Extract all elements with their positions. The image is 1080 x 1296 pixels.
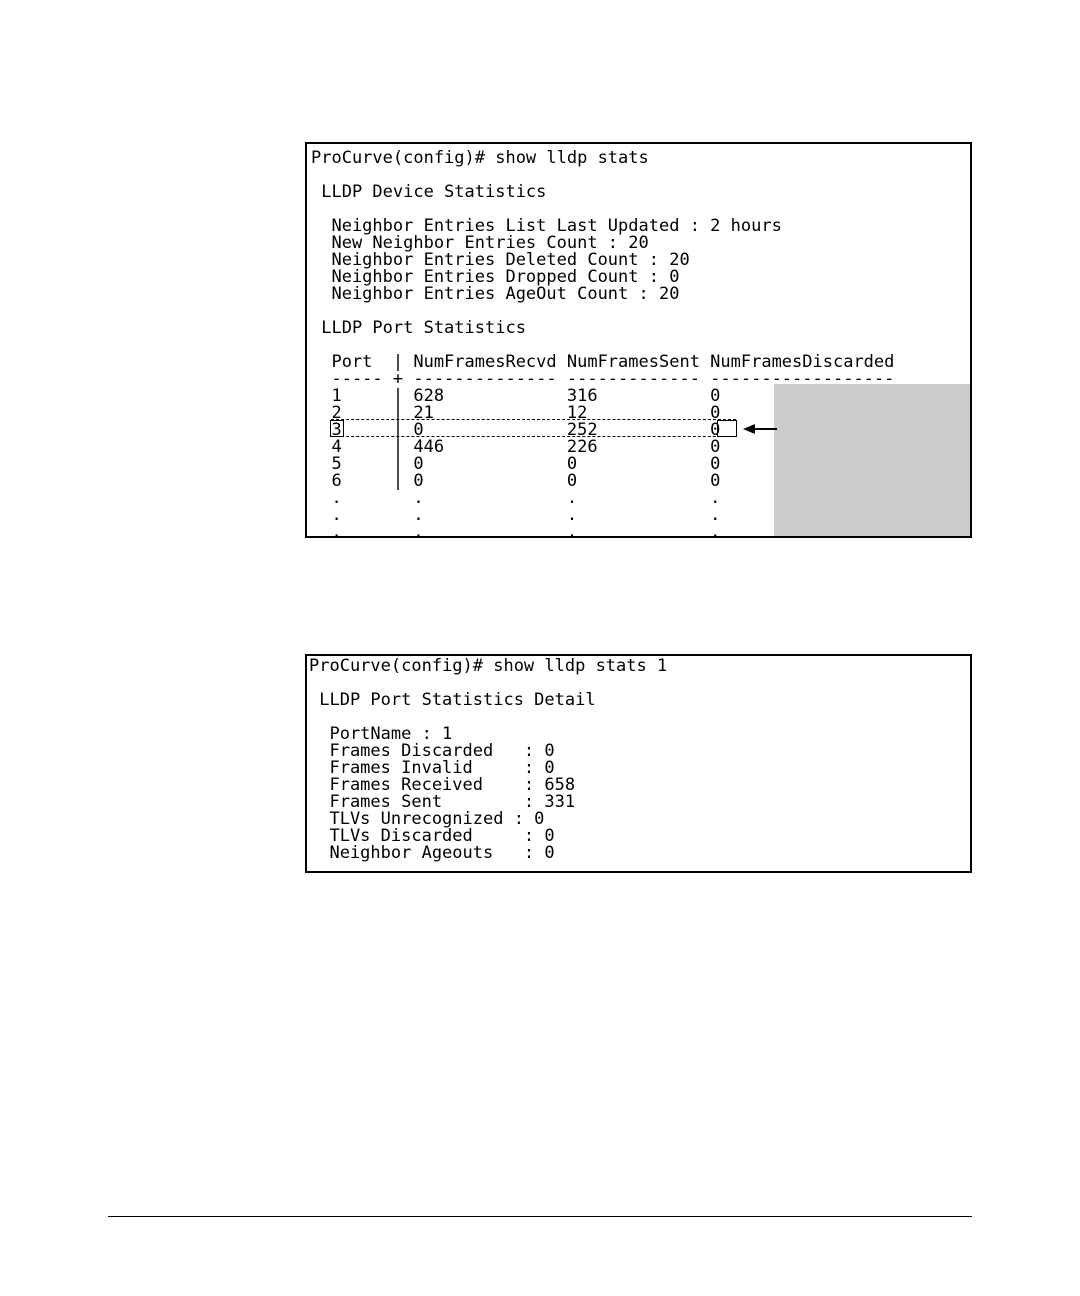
port-statistics-title: LLDP Port Statistics <box>311 318 526 338</box>
highlight-value-bracket <box>717 420 737 437</box>
device-stat-line: Neighbor Entries Dropped Count : 0 <box>311 267 680 287</box>
highlight-port-bracket <box>330 420 344 437</box>
command-line: ProCurve(config)# show lldp stats <box>311 148 649 168</box>
table-row: 5 | 0 0 0 <box>311 454 721 474</box>
detail-line: PortName : 1 <box>309 724 453 744</box>
device-stat-line: Neighbor Entries AgeOut Count : 20 <box>311 284 680 304</box>
detail-line: Frames Sent : 331 <box>309 792 576 812</box>
table-row: 6 | 0 0 0 <box>311 471 721 491</box>
command-line: ProCurve(config)# show lldp stats 1 <box>309 656 668 676</box>
table-row: . . . . <box>311 488 721 508</box>
table-row: 2 | 21 12 0 <box>311 403 721 423</box>
lldp-stats-terminal <box>305 142 972 538</box>
table-header: Port | NumFramesRecvd NumFramesSent NumFramesDiscarded <box>311 352 895 372</box>
highlight-dashed-top <box>331 419 736 420</box>
footer-divider <box>108 1216 972 1217</box>
table-row: . . . . <box>311 505 721 525</box>
detail-line: Frames Invalid : 0 <box>309 758 555 778</box>
device-stat-line: New Neighbor Entries Count : 20 <box>311 233 649 253</box>
device-stat-line: Neighbor Entries Deleted Count : 20 <box>311 250 690 270</box>
detail-line: Frames Discarded : 0 <box>309 741 555 761</box>
lldp-stats-detail-terminal <box>305 654 972 873</box>
device-stat-line: Neighbor Entries List Last Updated : 2 hours <box>311 216 782 236</box>
table-separator: ----- + -------------- ------------- ------------------ <box>311 369 895 389</box>
table-row: 4 | 446 226 0 <box>311 437 721 457</box>
detail-line: TLVs Discarded : 0 <box>309 826 555 846</box>
device-statistics-title: LLDP Device Statistics <box>311 182 547 202</box>
table-row-highlighted: 3 | 0 252 0 <box>311 420 721 440</box>
table-row: . . . . <box>311 522 721 538</box>
highlight-dashed-bottom <box>331 436 736 437</box>
detail-section-title: LLDP Port Statistics Detail <box>309 690 596 710</box>
table-row: 1 | 628 316 0 <box>311 386 721 406</box>
detail-line: Neighbor Ageouts : 0 <box>309 843 555 863</box>
arrow-shaft <box>753 428 777 430</box>
detail-line: TLVs Unrecognized : 0 <box>309 809 545 829</box>
callout-shaded-box <box>774 384 970 536</box>
detail-line: Frames Received : 658 <box>309 775 576 795</box>
